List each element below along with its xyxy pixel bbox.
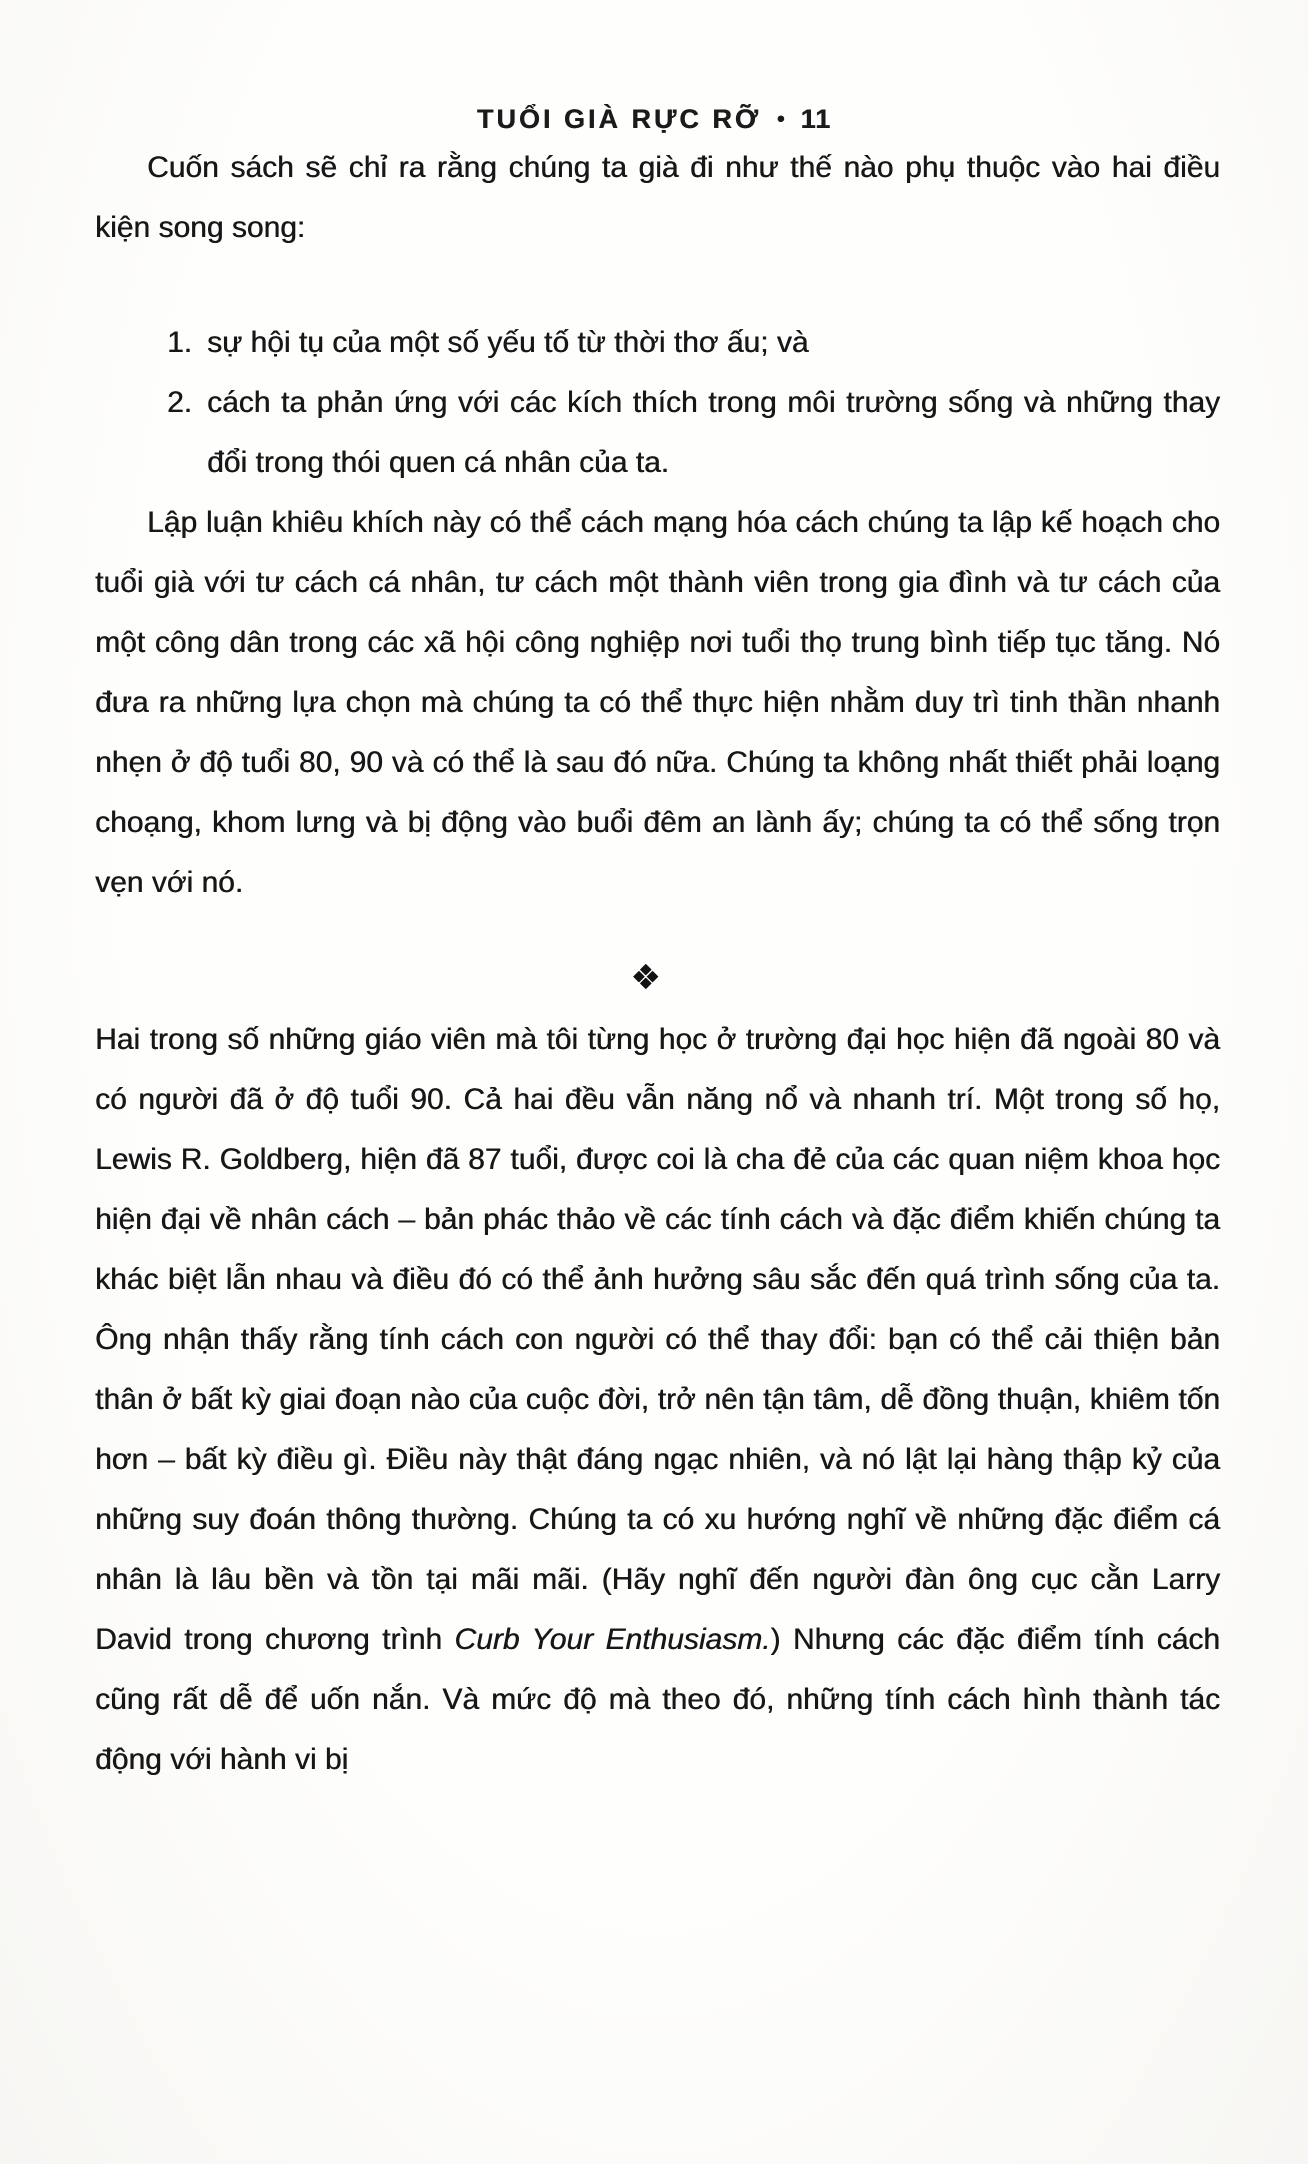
list-number: 1. bbox=[167, 326, 193, 359]
running-title: TUỔI GIÀ RỰC RỠ bbox=[476, 104, 761, 134]
separator-dot-icon: • bbox=[776, 106, 785, 131]
paragraph-teachers bbox=[95, 1010, 1220, 1790]
paragraph-argument: Lập luận khiêu khích này có thể cách mạng hóa cách chúng ta lập kế hoạch cho tuổi già với tư cách cá nhân, tư cách một thành viên trong gia đình và tư cách của một công dân trong các xã hội công nghiệp nơi tuổi thọ trung bình tiếp tục tăng. Nó đưa ra những lựa chọn mà chúng ta có thể thực hiện nhằm duy trì tinh thần nhanh nhẹn ở độ tuổi 80, 90 và có thể là sau đó nữa. Chúng ta không nhất thiết phải loạng choạng, khom lưng và bị động vào buổi đêm an lành ấy; chúng ta có thể sống trọn vẹn với nó. bbox=[95, 506, 1220, 899]
list-item bbox=[167, 373, 1220, 493]
list-item-text: sự hội tụ của một số yếu tố từ thời thơ ấu; và bbox=[207, 326, 809, 359]
running-header bbox=[0, 0, 1308, 138]
page-number: 11 bbox=[800, 104, 832, 134]
section-divider bbox=[95, 948, 1220, 1010]
fleuron-ornament-icon: ❖ bbox=[630, 959, 661, 997]
list-item-text: cách ta phản ứng với các kích thích trong môi trường sống và những thay đổi trong thói quen cá nhân của ta. bbox=[207, 386, 1220, 479]
list-number: 2. bbox=[167, 386, 193, 419]
paragraph-intro: Cuốn sách sẽ chỉ ra rằng chúng ta già đi như thế nào phụ thuộc vào hai điều kiện song song: bbox=[95, 151, 1220, 244]
italic-show-title: Curb Your Enthusiasm. bbox=[454, 1623, 771, 1656]
conditions-list bbox=[167, 313, 1220, 493]
paragraph-text: Hai trong số những giáo viên mà tôi từng học ở trường đại học hiện đã ngoài 80 và có người đã ở độ tuổi 90. Cả hai đều vẫn năng nổ và nhanh trí. Một trong số họ, Lewis R. Goldberg, hiện đã 87 tuổi, được coi là cha đẻ của các quan niệm khoa học hiện đại về nhân cách – bản phác thảo về các tính cách và đặc điểm khiến chúng ta khác biệt lẫn nhau và điều đó có thể ảnh hưởng sâu sắc đến quá trình sống của ta. Ông nhận thấy rằng tính cách con người có thể thay đổi: bạn có thể cải thiện bản thân ở bất kỳ giai đoạn nào của cuộc đời, trở nên tận tâm, dễ đồng thuận, khiêm tốn hơn – bất kỳ điều gì. Điều này thật đáng ngạc nhiên, và nó lật lại hàng thập kỷ của những suy đoán thông thường. Chúng ta có xu hướng nghĩ về những đặc điểm cá nhân là lâu bền và tồn tại mãi mãi. (Hãy nghĩ đến người đàn ông cục cằn Larry David trong chương trình bbox=[95, 1023, 1220, 1656]
list-item bbox=[167, 313, 1220, 373]
paragraph-text: ) Nhưng các đặc điểm tính cách cũng rất dễ để uốn nắn. Và mức độ mà theo đó, những tính cách hình thành tác động với hành vi bị bbox=[95, 1623, 1220, 1776]
page-body bbox=[95, 138, 1220, 1790]
